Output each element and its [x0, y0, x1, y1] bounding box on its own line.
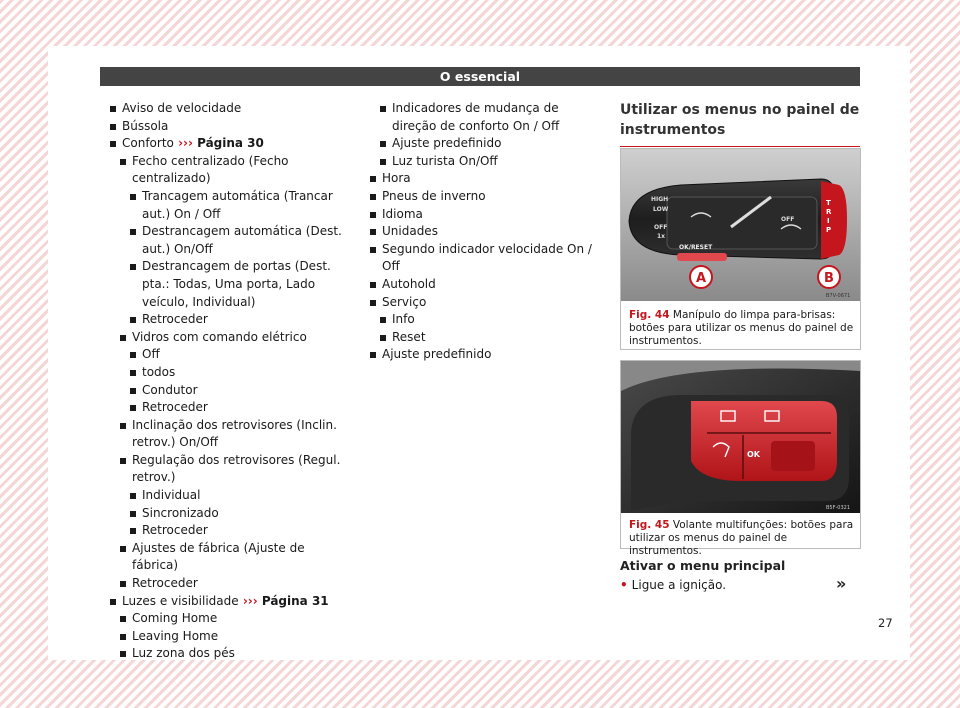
- list-item: [120, 610, 350, 628]
- list-item-text: Aviso de velocidade: [122, 101, 242, 115]
- list-item: [370, 346, 600, 364]
- list-item-text: Individual: [142, 488, 201, 503]
- list-item-text: Off: [142, 347, 160, 362]
- list-item: [130, 346, 350, 364]
- list-item: [130, 364, 350, 382]
- callout-a-label: A: [696, 271, 707, 286]
- list-item: [130, 258, 350, 311]
- list-item-text: Hora: [382, 171, 411, 186]
- list-item-text: Autohold: [382, 276, 436, 291]
- menu-list-column-2: [370, 100, 600, 364]
- list-item: [370, 241, 600, 276]
- list-item: [130, 382, 350, 400]
- trip-letter-r: R: [826, 208, 832, 216]
- list-item: [130, 399, 350, 417]
- list-item-text: Retroceder: [142, 523, 208, 538]
- subsection-title: Ativar o menu principal: [620, 558, 786, 573]
- continue-icon: »: [836, 574, 847, 593]
- list-item-text: todos: [142, 364, 176, 379]
- list-item: [370, 294, 600, 312]
- list-item-text: Info: [392, 312, 415, 327]
- label-off-rear: OFF: [781, 216, 795, 223]
- list-item: [130, 223, 350, 258]
- list-item-text: Sincronizado: [142, 505, 219, 520]
- list-item: [370, 170, 600, 188]
- figure-45-number: Fig. 45: [629, 519, 670, 531]
- figure-45: [620, 360, 861, 557]
- list-item-text: Reset: [392, 329, 426, 344]
- figure-code-1: B7V-0671: [826, 293, 851, 299]
- list-item: [380, 329, 600, 347]
- menu-list-column-1: [110, 100, 350, 663]
- list-item-text: Indicadores de mudança de direção de conforto On / Off: [392, 101, 560, 133]
- list-item-text: Bússola: [122, 118, 169, 133]
- list-item: [120, 153, 350, 188]
- label-1x: 1x: [657, 233, 666, 240]
- list-item: [380, 135, 600, 153]
- label-high: HIGH: [651, 196, 669, 203]
- list-item-text: Condutor: [142, 382, 198, 397]
- list-item-text: Vidros com comando elétrico: [132, 329, 307, 344]
- figure-45-caption: [629, 519, 855, 558]
- list-item-text: Ajustes de fábrica (Ajuste de fábrica): [132, 540, 305, 573]
- list-item: [110, 100, 350, 118]
- figure-45-text: Volante multifunções: botões para utilizar os menus do painel de instrumentos.: [629, 519, 854, 557]
- list-item: [380, 311, 600, 329]
- page-reference: [239, 594, 329, 608]
- bullet-icon: •: [620, 578, 628, 592]
- list-item-text: Unidades: [382, 224, 438, 239]
- reference-page: Página 30: [197, 136, 264, 151]
- list-item: [370, 276, 600, 294]
- reference-page: Página 31: [261, 593, 329, 608]
- list-item: [130, 522, 350, 540]
- list-item: [370, 188, 600, 206]
- list-item-text: Leaving Home: [132, 628, 219, 643]
- list-item-text: Retroceder: [142, 312, 208, 327]
- wiper-stalk-illustration: [621, 149, 860, 301]
- list-item-text: Fecho centralizado (Fecho centralizado): [132, 153, 289, 186]
- page-header: O essencial: [100, 67, 860, 86]
- list-item-text: Conforto: [122, 136, 174, 151]
- list-item: [380, 100, 600, 135]
- list-item-text: Luz zona dos pés: [132, 646, 235, 661]
- list-item-text: Pneus de inverno: [382, 188, 486, 203]
- list-item: [110, 118, 350, 136]
- reference-arrows-icon: ›››: [242, 593, 258, 608]
- figure-44-number: Fig. 44: [629, 309, 670, 321]
- trip-letter-t: T: [826, 199, 831, 207]
- list-item: [120, 452, 350, 487]
- page-number: 27: [878, 616, 893, 630]
- list-item-text: Ajuste predefinido: [392, 136, 502, 151]
- list-item-text: Regulação dos retrovisores (Regul. retrov.): [132, 452, 341, 485]
- section-title: Utilizar os menus no painel de instrumentos: [620, 100, 860, 147]
- ok-button-label: OK: [747, 450, 760, 459]
- callout-b-label: B: [824, 271, 834, 286]
- figure-44-caption: [629, 309, 855, 348]
- list-item: [370, 223, 600, 241]
- list-item: [120, 329, 350, 347]
- steering-wheel-illustration: [621, 361, 860, 513]
- list-item: [120, 575, 350, 593]
- list-item-text: Serviço: [382, 294, 427, 309]
- list-item: [130, 487, 350, 505]
- list-item: [120, 645, 350, 663]
- section-header: [620, 100, 860, 147]
- list-item-text: Destrancagem de portas (Dest. pta.: Todas, Uma porta, Lado veículo, Individual): [142, 259, 331, 309]
- list-item: [120, 540, 350, 575]
- list-item-text: Idioma: [382, 206, 423, 221]
- list-item-text: Retroceder: [142, 400, 208, 415]
- list-item-text: Luzes e visibilidade: [122, 593, 239, 608]
- list-item: [380, 153, 600, 171]
- list-item: [110, 135, 350, 153]
- page-reference: [174, 136, 264, 150]
- figure-44-text: Manípulo do limpa para-brisas: botões para utilizar os menus do painel de instrumentos.: [629, 309, 854, 347]
- list-item-text: Destrancagem automática (Dest. aut.) On/Off: [142, 224, 342, 256]
- list-item-text: Trancagem automática (Trancar aut.) On / Off: [142, 188, 333, 221]
- figure-code-2: B5F-0321: [826, 505, 851, 511]
- list-item-text: Retroceder: [132, 576, 198, 591]
- list-item-text: Inclinação dos retrovisores (Inclin. retrov.) On/Off: [132, 417, 337, 450]
- list-item-text: Ajuste predefinido: [382, 347, 492, 362]
- label-low: LOW: [653, 206, 669, 213]
- list-item: [130, 311, 350, 329]
- label-off: OFF: [654, 224, 668, 231]
- label-ok-reset: OK/RESET: [679, 244, 713, 251]
- ok-reset-button: [677, 253, 727, 261]
- trip-letter-p: P: [826, 226, 832, 234]
- list-item-text: Coming Home: [132, 611, 218, 626]
- reference-arrows-icon: ›››: [178, 136, 193, 151]
- trip-letter-i: I: [827, 217, 830, 225]
- list-item: [120, 417, 350, 452]
- list-item-text: Segundo indicador velocidade On / Off: [382, 241, 592, 274]
- figure-44: [620, 148, 861, 350]
- scroll-wheel: [771, 441, 815, 471]
- list-item: [130, 188, 350, 223]
- step-item: [620, 578, 726, 592]
- list-item-text: Luz turista On/Off: [392, 153, 498, 168]
- list-item: [120, 628, 350, 646]
- list-item: [370, 206, 600, 224]
- list-item: [110, 593, 350, 611]
- list-item: [130, 505, 350, 523]
- step-text: Ligue a ignição.: [631, 578, 727, 592]
